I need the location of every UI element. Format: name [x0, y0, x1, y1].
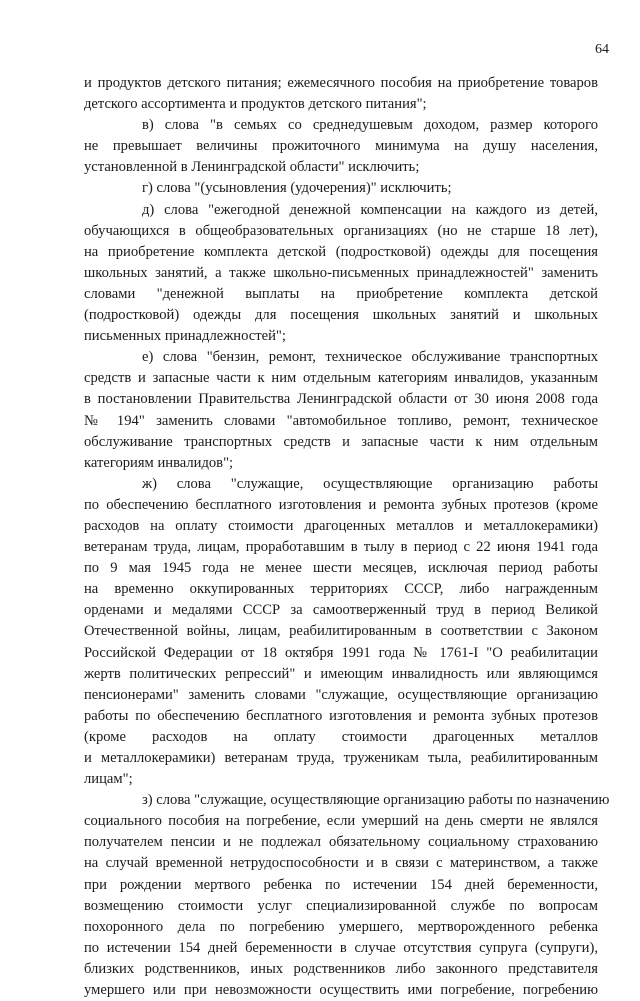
text-line: средств и запасные части к ним отдельным категориям инвалидов, указанным [84, 370, 598, 387]
text-line: умершего или при невозможности осуществить ими погребение, погребению [84, 982, 598, 999]
text-line: по истечении 154 дней беременности в случае отсутствия супруга (супруги), [84, 939, 598, 956]
text-line: Отечественной войны, лицам, реабилитированным в соответствии с Законом [84, 623, 598, 640]
text-line: ветеранам труда, лицам, проработавшим в тылу в период с 22 июня 1941 года [84, 539, 598, 556]
text-line: письменных принадлежностей"; [84, 328, 286, 345]
text-line: по обеспечению бесплатного изготовления и ремонта зубных протезов (кроме [84, 496, 598, 513]
text-line: на приобретение комплекта детской (подростковой) одежды для посещения [84, 243, 598, 260]
text-line: ж) слова "служащие, осуществляющие организацию работы [142, 475, 598, 492]
text-line: д) слова "ежегодной денежной компенсации на каждого из детей, [142, 201, 598, 218]
text-line: на временно оккупированных территориях СССР, либо награжденным [84, 581, 598, 598]
text-line: и металлокерамики) ветеранам труда, труженикам тыла, реабилитированным [84, 750, 598, 766]
text-line: расходов на оплату стоимости драгоценных металлов и металлокерамики) [84, 517, 598, 534]
text-line: (кроме расходов на оплату стоимости драгоценных металлов [84, 728, 598, 745]
text-line: е) слова "бензин, ремонт, техническое обслуживание транспортных [142, 349, 598, 366]
text-line: з) слова "служащие, осуществляющие организацию работы по назначению [142, 792, 610, 809]
text-line: Российской Федерации от 18 октября 1991 года № 1761-I "О реабилитации [84, 644, 598, 661]
text-line: получателем пенсии и не подлежал обязательному социальному страхованию [84, 834, 598, 851]
text-line: лицам"; [84, 771, 133, 788]
text-line: словами "денежной выплаты на приобретение комплекта детской [84, 285, 598, 302]
text-line: и продуктов детского питания; ежемесячного пособия на приобретение товаров [84, 75, 598, 91]
text-line: не превышает величины прожиточного минимума на душу населения, [84, 138, 598, 155]
text-line: орденами и медалями СССР за самоотверженный труд в период Великой [84, 602, 598, 619]
text-line: близких родственников, иных родственников либо законного представителя [84, 960, 598, 977]
text-line: категориям инвалидов"; [84, 454, 234, 471]
text-line: детского ассортимента и продуктов детского питания"; [84, 96, 427, 113]
text-line: школьных занятий, а также школьно-письменных принадлежностей" заменить [84, 264, 598, 281]
text-line: в постановлении Правительства Ленинградской области от 30 июня 2008 года [84, 391, 598, 408]
page-number: 64 [595, 42, 609, 57]
text-line: жертв политических репрессий" и имеющим инвалидность или являющимся [84, 665, 598, 682]
text-line: (подростковой) одежды для посещения школьных занятий и школьных [84, 307, 598, 324]
document-body [84, 73, 610, 1001]
text-line: обучающихся в общеобразовательных организациях (но не старше 18 лет), [84, 222, 598, 239]
text-line: на случай временной нетрудоспособности и в связи с материнством, а также [84, 855, 598, 872]
text-line: возмещению стоимости услуг специализированной службе по вопросам [84, 897, 598, 914]
text-line: при рождении мертвого ребенка по истечении 154 дней беременности, [84, 876, 598, 893]
text-line: по 9 мая 1945 года не менее шести месяцев, исключая период работы [84, 560, 598, 577]
text-line: похоронного дела по погребению умершего, мертворожденного ребенка [84, 918, 598, 935]
text-line: работы по обеспечению бесплатного изготовления и ремонта зубных протезов [84, 707, 598, 724]
text-line: обслуживание транспортных средств и запасные части к ним отдельным [84, 433, 598, 450]
text-line: № 194" заменить словами "автомобильное топливо, ремонт, техническое [84, 412, 598, 429]
text-line: в) слова "в семьях со среднедушевым доходом, размер которого [142, 117, 598, 134]
text-line: социального пособия на погребение, если умерший на день смерти не являлся [84, 813, 598, 830]
text-line: пенсионерами" заменить словами "служащие, осуществляющие организацию [84, 686, 598, 703]
text-line: установленной в Ленинградской области" исключить; [84, 159, 420, 176]
text-line: г) слова "(усыновления (удочерения)" исключить; [142, 180, 452, 197]
